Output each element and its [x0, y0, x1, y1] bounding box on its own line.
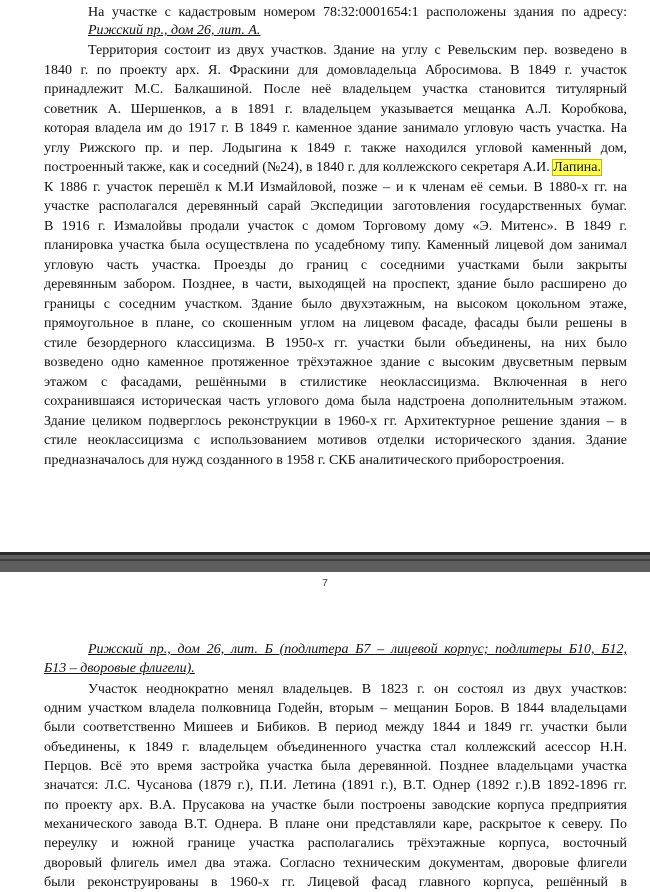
- paragraph-line: планировка участка была осуществлена по усадебному типу. Каменный лицевой дом занимал: [44, 238, 627, 253]
- paragraph-line: этажом с фасадами, решёнными в стилистике неоклассицизма. Включенная в него: [44, 375, 627, 390]
- paragraph-line: были реконструированы в 1960-х гг. Лицевой фасад главного корпуса, решённый в: [44, 875, 627, 890]
- paragraph-line: возведено одно каменное протяженное трёхэтажное здание с высоким двусветным первым: [44, 355, 627, 370]
- paragraph-line: принадлежит М.С. Балкашиной. После неё владельцем участка становится титулярный: [44, 82, 627, 97]
- paragraph-line: значатся: Л.С. Чусанова (1879 г.), П.И. Летина (1891 г.), В.Т. Однер (1892 г.).В 1892-1896 гг.: [44, 778, 627, 793]
- intro-line: На участке с кадастровым номером 78:32:0001654:1 расположены здания по адресу:: [88, 5, 627, 20]
- paragraph-line: предназначалось для нужд созданного в 1958 г. СКБ аналитического приборостроения.: [44, 453, 565, 468]
- paragraph-line: одним участком владела полковница Годейн, вторым – мещанин Боров. В 1844 владельцами: [44, 701, 627, 716]
- address-heading-lit-a: Рижский пр., дом 26, лит. А.: [88, 23, 261, 38]
- paragraph-line: угловую часть участка. Проезды до границ с соседними участками были закрыты: [44, 258, 627, 273]
- paragraph-line: В 1916 г. Измалойвы продали участок с домом Торговому дому «Э. Митенс». В 1849 г.: [44, 219, 627, 234]
- paragraph-line: углу Рижского пр. и пер. Лодыгина к 1849 г. также находился угловой каменный дом,: [44, 141, 627, 156]
- paragraph-line: деревянным забором. Позднее, в части, выходящей на проспект, здание было расширено до: [44, 277, 627, 292]
- search-highlight[interactable]: Лапина.: [553, 160, 602, 175]
- paragraph-line: переулку и южной границе участка располагались трёхэтажные корпуса, восточный: [44, 836, 627, 851]
- paragraph-line: стиле безордерного классицизма. В 1950-х гг. участки были объединены, на них было: [44, 336, 627, 351]
- paragraph-line: объединены, к 1849 г. владельцем объединенного участка стал коллежский асессор Н.Н.: [44, 740, 627, 755]
- paragraph-line: стиле неоклассицизма с использованием мотивов отделки исторического здания. Здание: [44, 433, 627, 448]
- paragraph-line: 1840 г. по проекту арх. Я. Фраскини для домовладельца Абросимова. В 1849 г. участок: [44, 63, 627, 78]
- paragraph-line: участке располагался деревянный сарай Экспедиции заготовления государственных бумаг.: [44, 199, 627, 214]
- paragraph-line: К 1886 г. участок перешёл к М.И Измайловой, позже – и к членам её семьи. В 1880-х гг. на: [44, 180, 627, 195]
- paragraph-line: границы с соседним участком. Здание было двухэтажным, на высоком цокольном этаже,: [44, 297, 627, 312]
- address-heading-lit-b: Рижский пр., дом 26, лит. Б (подлитера Б7 – лицевой корпус; подлитеры Б10, Б12,: [88, 642, 627, 657]
- paragraph-line: Участок неоднократно менял владельцев. В 1823 г. он состоял из двух участков:: [88, 682, 627, 697]
- page-separator: [0, 552, 650, 572]
- paragraph-line: сохранившаяся историческая часть углового дома была надстроена дополнительным этажом.: [44, 394, 627, 409]
- paragraph-line: были соответственно Мишеев и Бибиков. В период между 1844 и 1849 гг. участки были: [44, 720, 627, 735]
- paragraph-line: построенный также, как и соседний (№24), в 1840 г. для коллежского секретаря А.И. Лапина.: [44, 160, 602, 175]
- paragraph-line: дворовый флигель имел два этажа. Согласно техническим документам, дворовые флигели: [44, 856, 627, 871]
- paragraph-line: по проекту арх. В.А. Прусакова на участке были построены заводские корпуса предприятия: [44, 798, 627, 813]
- paragraph-line: Территория состоит из двух участков. Здание на углу с Ревельским пер. возведено в: [88, 43, 627, 58]
- paragraph-line: механического завода В.Т. Однера. В плане они представляли каре, раскрытое к северу. По: [44, 817, 627, 832]
- paragraph-line: Здание целиком подверглось реконструкции в 1960-х гг. Архитектурное решение здания – в: [44, 414, 627, 429]
- paragraph-line: Перцов. Всё это время застройка участка была деревянной. Позднее владельцами участка: [44, 759, 627, 774]
- page-number: 7: [322, 578, 328, 589]
- address-heading-lit-b-cont: Б13 – дворовые флигели).: [44, 661, 195, 676]
- paragraph-line: прямоугольное в плане, со скошенным углом на лицевом фасаде, фасады были решены в: [44, 316, 627, 331]
- paragraph-line: которая владела им до 1917 г. В 1849 г. каменное здание занимало угловую часть участка. На: [44, 121, 627, 136]
- paragraph-line: советник А. Шершенков, а в 1891 г. владельцем указывается мещанка А.Л. Коробкова,: [44, 102, 627, 117]
